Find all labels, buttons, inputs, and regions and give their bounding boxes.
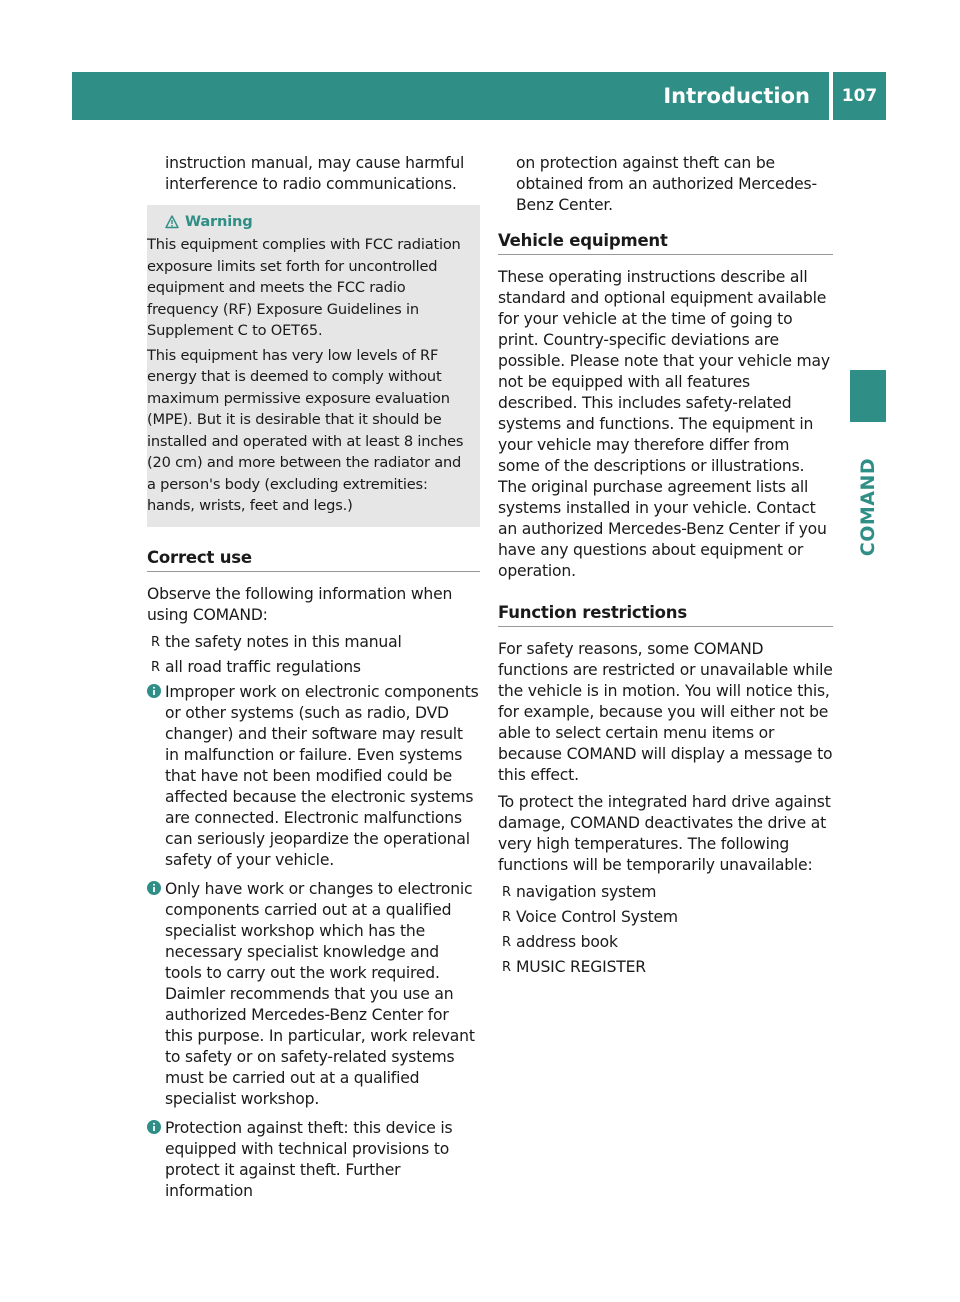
function-restrictions-p1: For safety reasons, some COMAND functions are restricted or unavailable while the vehicle is in motion. You will notice this, for example, because you will either not be able to select certain menu items or because COMAND will display a message to this effect.: [498, 640, 833, 784]
side-chapter-text: COMAND: [857, 457, 880, 557]
warning-box: [147, 205, 480, 527]
side-chapter-label: [850, 432, 886, 582]
info-note-text: Improper work on electronic components or other systems (such as radio, DVD changer) and their software may result in malfunction or failure. Even systems that have not been modified could be affected because the electronic systems are connected. Electronic malfunctions can seriously jeopardize the operational safety of your vehicle.: [165, 682, 479, 869]
list-item: R all road traffic regulations: [147, 657, 480, 678]
warning-paragraph-2: This equipment has very low levels of RF energy that is deemed to comply without maximum permissive exposure evaluation (MPE). But it is desirable that it should be installed and operated with at least 8 inches (20 cm) and more between the radiator and a person's body (excluding extremities: hands, wrists, feet and legs.): [147, 346, 464, 514]
info-note-2: [147, 879, 480, 1110]
list-item: R navigation system: [498, 882, 833, 903]
correct-use-intro: Observe the following information when using COMAND:: [147, 584, 453, 624]
header-bar: [72, 72, 886, 120]
info-note-3: [147, 1118, 480, 1202]
info-note-text: Protection against theft: this device is equipped with technical provisions to protect it against theft. Further information: [165, 1118, 453, 1200]
warning-header: [147, 211, 474, 233]
list-item: R address book: [498, 932, 833, 953]
info-icon: [147, 881, 161, 895]
warning-triangle-icon: [165, 215, 179, 229]
info-note-1: [147, 682, 480, 871]
heading-correct-use: Correct use: [147, 547, 480, 572]
intro-text: instruction manual, may cause harmful interference to radio communications.: [165, 154, 465, 193]
info-note-text: Only have work or changes to electronic components carried out at a qualified specialist workshop which has the necessary specialist knowledge and tools to carry out the work required. Daimler recommends that you use an authorized Mercedes-Benz Center for this purpose. In particular, work relevant to safety or on safety-related systems must be carried out at a qualified specialist workshop.: [165, 879, 475, 1108]
continuation-text: on protection against theft can be obtained from an authorized Mercedes-Benz Center.: [516, 154, 817, 214]
list-item: R MUSIC REGISTER: [498, 957, 833, 978]
heading-function-restrictions: Function restrictions: [498, 602, 833, 627]
section-title: Introduction: [663, 84, 810, 108]
warning-paragraph-1: This equipment complies with FCC radiation exposure limits set forth for uncontrolled equipment and meets the FCC radio frequency (RF) Exposure Guidelines in Supplement C to OET65.: [147, 236, 461, 339]
heading-vehicle-equipment: Vehicle equipment: [498, 230, 833, 255]
warning-title: Warning: [185, 213, 253, 231]
list-item: R the safety notes in this manual: [147, 632, 480, 653]
vehicle-equipment-text: These operating instructions describe all standard and optional equipment available for your vehicle at the time of going to print. Country-specific deviations are possible. Please note that your vehicle may not be equipped with all features described. This includes safety-related systems and functions. The equipment in your vehicle may therefore differ from some of the descriptions or illustrations. The original purchase agreement lists all systems installed in your vehicle. Contact an authorized Mercedes-Benz Center if you have any questions about equipment or operation.: [498, 268, 830, 580]
side-tab-marker: [850, 370, 886, 422]
right-column: [498, 153, 833, 982]
function-restrictions-p2: To protect the integrated hard drive against damage, COMAND deactivates the drive at very high temperatures. The following functions will be temporarily unavailable:: [498, 793, 831, 874]
info-icon: [147, 684, 161, 698]
list-item: R Voice Control System: [498, 907, 833, 928]
page-number: 107: [841, 86, 878, 106]
info-icon: [147, 1120, 161, 1134]
left-column: [147, 153, 480, 1210]
